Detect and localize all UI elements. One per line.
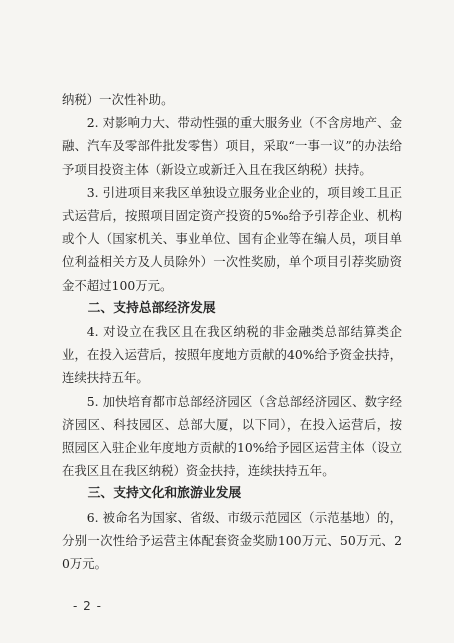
paragraph-item-6: 6. 被命名为国家、省级、市级示范园区（示范基地）的，分别一次性给予运营主体配套资金奖励100万元、50万元、20万元。 — [62, 509, 402, 572]
paragraph-item-5: 5. 加快培育都市总部经济园区（含总部经济园区、数字经济园区、科技园区、总部大厦，以下同），在投入运营后，按照园区入驻企业年度地方贡献的10%给予园区运营主体（设立在我区且在我区纳税）资金扶持，连续扶持五年。 — [62, 393, 402, 479]
section-heading-2: 二、支持总部经济发展 — [87, 300, 216, 316]
paragraph-continuation: 纳税）一次性补助。 — [62, 92, 174, 107]
page-number: - 2 - — [73, 599, 102, 613]
paragraph-item-2: 2. 对影响力大、带动性强的重大服务业（不含房地产、金融、汽车及零部件批发零售）项目，采取“一事一议”的办法给予项目投资主体（新设立或新迁入且在我区纳税）扶持。 — [62, 115, 402, 177]
paragraph-item-4: 4. 对设立在我区且在我区纳税的非金融类总部结算类企业，在投入运营后，按照年度地方贡献的40%给予资金扶持，连续扶持五年。 — [62, 324, 402, 386]
paragraph-item-3: 3. 引进项目来我区单独设立服务业企业的，项目竣工且正式运营后，按照项目固定资产投资的5‰给予引荐企业、机构或个人（国家机关、事业单位、国有企业等在编人员，项目单位利益相关方及人员除外）一次性奖励，单个项目引荐奖励资金不超过100万元。 — [62, 184, 402, 293]
document-body — [62, 88, 402, 575]
section-heading-3: 三、支持文化和旅游业发展 — [87, 486, 242, 502]
